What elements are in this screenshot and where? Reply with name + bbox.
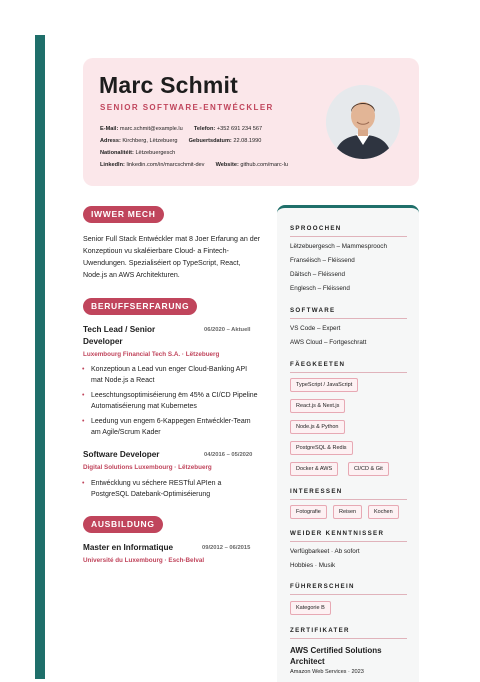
skill-tag: React.js & Next.js [290,399,345,413]
section-pill-education: AUSBILDUNG [83,516,163,533]
skill-tag: Node.js & Python [290,420,345,434]
job-title: SENIOR SOFTWARE-ENTWÉCKLER [100,103,274,112]
skill-tag: CI/CD & Git [348,462,389,476]
sidebar-heading-interests: INTERESSEN [290,488,343,495]
website-value[interactable]: github.com/marc-lu [240,162,288,168]
job-1-bullet: • Konzeptioun a Lead vun enger Cloud-Banking API mat Node.js a React [91,364,259,386]
interest-tag: Reisen [333,505,362,519]
section-pill-about: IWWER MECH [83,206,164,223]
skill-tag: TypeScript / JavaScript [290,378,358,392]
sidebar-heading-skills: FÄEGKEETEN [290,361,346,368]
certificate-title: AWS Certified Solutions Architect [290,646,382,666]
contact-row-3 [100,150,175,156]
other-item: Hobbies · Musik [290,562,336,569]
address-value: Kirchberg, Lëtzebuerg [122,138,178,144]
interest-tag: Fotografie [290,505,327,519]
contact-row-1 [100,126,262,132]
address-label: Adress: [100,138,121,144]
job-1-dates: 06/2020 – Aktuell [204,327,251,333]
job-2-dates: 04/2016 – 05/2020 [204,452,253,458]
linkedin-label: LinkedIn: [100,162,125,168]
linkedin-value[interactable]: linkedin.com/in/marcschmit-dev [126,162,205,168]
sidebar-heading-software: SOFTWARE [290,307,336,314]
education-dates: 09/2012 – 06/2015 [202,545,251,551]
divider [290,541,407,542]
job-1-company: Luxembourg Financial Tech S.A. · Lëtzebuerg [83,351,220,358]
website-label: Website: [215,162,239,168]
email-value[interactable]: marc.schmit@example.lu [119,126,183,132]
nationality-value: Lëtzebuergesch [135,150,176,156]
nationality-label: Nationalitéit: [100,150,134,156]
divider [290,499,407,500]
education-degree: Master en Informatique [83,543,174,552]
software-item: VS Code – Expert [290,325,341,332]
job-2-company: Digital Solutions Luxembourg · Lëtzebuerg [83,464,212,471]
job-1-title: Tech Lead / Senior Developer [83,325,156,346]
license-tag: Kategorie B [290,601,331,615]
sidebar-heading-certificates: ZERTIFIKATER [290,627,350,634]
job-2-bullet: • Entwécklung vu sécherе RESTful APIen a PostgreSQL Datebank-Optimiséierung [91,478,259,500]
person-name: Marc Schmit [99,72,238,98]
certificate-issuer: Amazon Web Services · 2023 [290,669,364,675]
profile-photo [326,85,400,159]
sidebar-heading-languages: SPROOCHEN [290,225,342,232]
interest-tag: Kochen [368,505,399,519]
email-label: E-Mail: [100,126,119,132]
divider [290,594,407,595]
other-item: Verfügbarkeet · Ab sofort [290,548,360,555]
contact-row-2 [100,138,261,144]
about-text: Senior Full Stack Entwéckler mat 8 Joer Erfarung an der Konzeptioun vu skaléierbare Cloud- a Fintech-Uwendungen. Spezialiséiert op TypeScript, React, Node.js an AWS Architekturen. [83,235,261,279]
language-item: Lëtzebuergesch – Mammesprooch [290,243,387,250]
divider [290,372,407,373]
phone-label: Telefon: [193,126,216,132]
skill-tag: PostgreSQL & Redis [290,441,353,455]
section-pill-experience: BERUFFSERFARUNG [83,298,197,315]
sidebar-heading-license: FÜHRERSCHEIN [290,583,355,590]
job-1-bullet: • Leeschtungsoptimiséierung ëm 45% a CI/CD Pipeline Automatiséierung mat Kubernetes [91,390,259,412]
software-item: AWS Cloud – Fortgeschratt [290,339,367,346]
phone-value[interactable]: +352 691 234 567 [216,126,263,132]
birth-value: 22.08.1990 [233,138,262,144]
language-item: Franséisch – Fléissend [290,257,355,264]
education-school: Université du Luxembourg · Esch-Belval [83,557,205,564]
portrait-icon [326,85,400,159]
job-1-bullet: • Leedung vun engem 6-Kappegen Entwéckler-Team am Agile/Scrum Kader [91,416,259,438]
contact-row-4 [100,162,288,168]
sidebar [277,205,419,682]
divider [290,318,407,319]
language-item: Englesch – Fléissend [290,285,350,292]
sidebar-heading-other: WEIDER KENNTNISSER [290,530,385,537]
language-item: Däitsch – Fléissend [290,271,345,278]
divider [290,638,407,639]
divider [290,236,407,237]
left-accent-bar [35,35,45,679]
header-card [83,58,419,186]
skill-tag: Docker & AWS [290,462,338,476]
job-2-title: Software Developer [83,450,160,459]
birth-label: Gebuertsdatum: [188,138,232,144]
